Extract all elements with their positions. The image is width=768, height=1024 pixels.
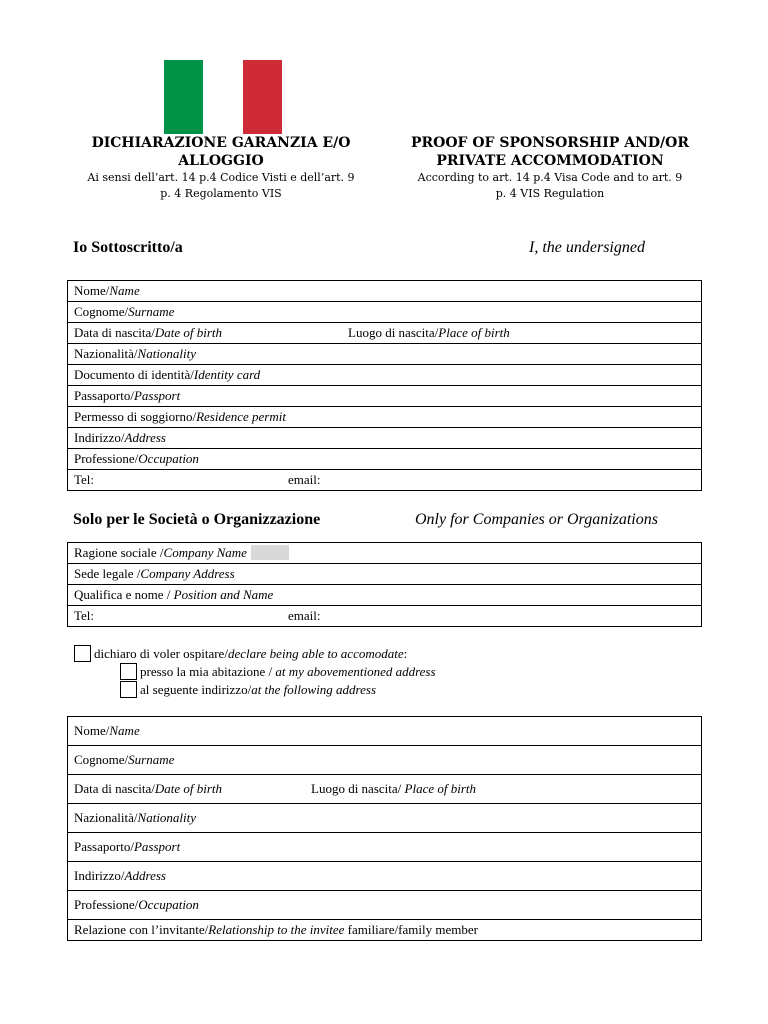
guest-row: [68, 891, 702, 920]
option-my-address-it: presso la mia abitazione /: [140, 663, 276, 679]
heading-italian-subtitle-2: p. 4 Regolamento VIS: [160, 187, 282, 200]
sponsor-label-en: Surname: [128, 304, 175, 319]
declaration-colon: :: [403, 645, 408, 661]
guest-label-en: Address: [124, 868, 166, 883]
sponsor-field-cell[interactable]: [68, 365, 702, 386]
sponsor-label-it: Indirizzo/: [74, 430, 125, 445]
sponsor-row: [68, 470, 702, 491]
company-row: [68, 543, 702, 564]
guest-row: [68, 717, 702, 746]
company-name-highlight: [251, 545, 289, 560]
sponsor-field-cell[interactable]: [68, 407, 702, 428]
guest-row: [68, 920, 702, 941]
company-label-it: Ragione sociale /: [74, 545, 164, 560]
declaration-text-it: dichiaro di voler ospitare/: [94, 645, 228, 661]
declaration-line: [74, 645, 407, 662]
guest-label-en-2: Place of birth: [404, 781, 477, 796]
flag-white-stripe: [203, 60, 242, 134]
guest-label-en: Name: [109, 723, 140, 738]
guest-form-table: [67, 716, 702, 941]
company-field-cell[interactable]: [68, 585, 702, 606]
sponsor-label-it-2: email:: [288, 472, 321, 487]
heading-italian-title: DICHIARAZIONE GARANZIA E/O ALLOGGIO: [91, 135, 351, 169]
italian-flag: [164, 60, 282, 134]
guest-label-en: Surname: [128, 752, 175, 767]
guest-label-it: Relazione con l’invitante/: [74, 922, 209, 937]
sponsor-label-it: Nazionalità/: [74, 346, 138, 361]
sponsor-label-en: Residence permit: [196, 409, 286, 424]
sponsor-field-cell[interactable]: [68, 449, 702, 470]
declaration-text-en: declare being able to accomodate: [227, 645, 404, 661]
guest-label-it: Nome/: [74, 723, 110, 738]
guest-second-label: [311, 775, 476, 803]
guest-label-en: Occupation: [138, 897, 199, 912]
guest-label-en: Relationship to the invitee: [208, 922, 345, 937]
sponsor-row: [68, 281, 702, 302]
company-row: [68, 585, 702, 606]
guest-field-cell[interactable]: [68, 746, 702, 775]
guest-field-cell[interactable]: [68, 804, 702, 833]
heading-english-subtitle-1: According to art. 14 p.4 Visa Code and to art. 9: [417, 171, 683, 184]
sponsor-label-it: Nome/: [74, 283, 110, 298]
sponsor-field-cell[interactable]: [68, 281, 702, 302]
guest-field-cell[interactable]: [68, 833, 702, 862]
option-following-address-en: at the following address: [251, 681, 377, 697]
guest-row: [68, 746, 702, 775]
company-field-cell[interactable]: [68, 543, 702, 564]
sponsor-second-label: [348, 323, 510, 343]
guest-label-it: Data di nascita/: [74, 781, 155, 796]
section-company-title-en: Only for Companies or Organizations: [415, 511, 658, 528]
sponsor-label-it: Documento di identità/: [74, 367, 194, 382]
company-label-en: Company Address: [140, 566, 235, 581]
heading-italian: [76, 134, 366, 202]
declaration-checkbox[interactable]: [74, 645, 91, 662]
sponsor-row: [68, 449, 702, 470]
guest-value: familiare/family member: [344, 922, 478, 937]
guest-label-it: Nazionalità/: [74, 810, 138, 825]
sponsor-label-en: Identity card: [193, 367, 261, 382]
company-second-label: [288, 606, 321, 626]
sponsor-field-cell[interactable]: [68, 470, 702, 491]
guest-field-cell[interactable]: [68, 862, 702, 891]
heading-english-subtitle-2: p. 4 VIS Regulation: [495, 187, 605, 200]
guest-field-cell[interactable]: [68, 920, 702, 941]
guest-label-en: Date of birth: [154, 781, 223, 796]
flag-green-stripe: [164, 60, 203, 134]
sponsor-label-it: Data di nascita/: [74, 325, 155, 340]
company-label-en: Company Name: [163, 545, 247, 560]
option-my-address-checkbox[interactable]: [120, 663, 137, 680]
guest-field-cell[interactable]: [68, 717, 702, 746]
section-undersigned-title-it: Io Sottoscritto/a: [73, 239, 183, 256]
guest-label-it: Passaporto/: [74, 839, 134, 854]
sponsor-label-it: Permesso di soggiorno/: [74, 409, 197, 424]
sponsor-label-it-2: Luogo di nascita/: [348, 325, 439, 340]
heading-english-title: PROOF OF SPONSORSHIP AND/OR PRIVATE ACCOMMODATION: [411, 135, 689, 169]
sponsor-second-label: [288, 470, 321, 490]
option-my-address-line: [120, 663, 436, 680]
sponsor-field-cell[interactable]: [68, 428, 702, 449]
option-following-address-line: [120, 681, 376, 698]
option-following-address-checkbox[interactable]: [120, 681, 137, 698]
sponsor-field-cell[interactable]: [68, 386, 702, 407]
heading-italian-subtitle-1: Ai sensi dell’art. 14 p.4 Codice Visti e dell’art. 9: [87, 171, 355, 184]
option-my-address-en: at my abovementioned address: [275, 663, 436, 679]
sponsor-row: [68, 428, 702, 449]
guest-field-cell[interactable]: [68, 775, 702, 804]
company-label-it-2: email:: [288, 608, 321, 623]
sponsor-form-table: [67, 280, 702, 491]
guest-row: [68, 775, 702, 804]
company-field-cell[interactable]: [68, 564, 702, 585]
sponsor-row: [68, 344, 702, 365]
guest-label-it: Professione/: [74, 897, 139, 912]
company-label-it: Qualifica e nome /: [74, 587, 174, 602]
section-company-title-it: Solo per le Società o Organizzazione: [73, 511, 321, 528]
guest-row: [68, 804, 702, 833]
sponsor-label-en: Address: [124, 430, 166, 445]
sponsor-label-en-2: Place of birth: [438, 325, 510, 340]
company-field-cell[interactable]: [68, 606, 702, 627]
sponsor-label-it: Professione/: [74, 451, 139, 466]
sponsor-label-en: Date of birth: [154, 325, 223, 340]
guest-label-it: Cognome/: [74, 752, 129, 767]
option-following-address-it: al seguente indirizzo/: [140, 681, 252, 697]
guest-row: [68, 862, 702, 891]
sponsor-row: [68, 407, 702, 428]
sponsor-label-it: Passaporto/: [74, 388, 134, 403]
guest-label-it-2: Luogo di nascita/: [311, 781, 405, 796]
sponsor-label-it: Cognome/: [74, 304, 129, 319]
company-row: [68, 606, 702, 627]
company-label-en: Position and Name: [173, 587, 274, 602]
guest-row: [68, 833, 702, 862]
guest-label-en: Passport: [133, 839, 181, 854]
company-label-it: Tel:: [74, 608, 95, 623]
guest-label-en: Nationality: [137, 810, 197, 825]
section-undersigned-title-en: I, the undersigned: [529, 239, 645, 256]
sponsor-row: [68, 323, 702, 344]
company-row: [68, 564, 702, 585]
sponsor-label-en: Nationality: [137, 346, 197, 361]
sponsor-label-en: Name: [109, 283, 140, 298]
heading-english: [402, 134, 698, 202]
sponsor-row: [68, 365, 702, 386]
company-form-table: [67, 542, 702, 627]
flag-red-stripe: [243, 60, 282, 134]
company-label-it: Sede legale /: [74, 566, 141, 581]
sponsor-field-cell[interactable]: [68, 302, 702, 323]
sponsor-field-cell[interactable]: [68, 344, 702, 365]
guest-label-it: Indirizzo/: [74, 868, 125, 883]
sponsor-label-en: Passport: [133, 388, 181, 403]
sponsor-row: [68, 386, 702, 407]
sponsor-label-it: Tel:: [74, 472, 95, 487]
guest-field-cell[interactable]: [68, 891, 702, 920]
sponsor-field-cell[interactable]: [68, 323, 702, 344]
sponsor-row: [68, 302, 702, 323]
sponsor-label-en: Occupation: [138, 451, 199, 466]
